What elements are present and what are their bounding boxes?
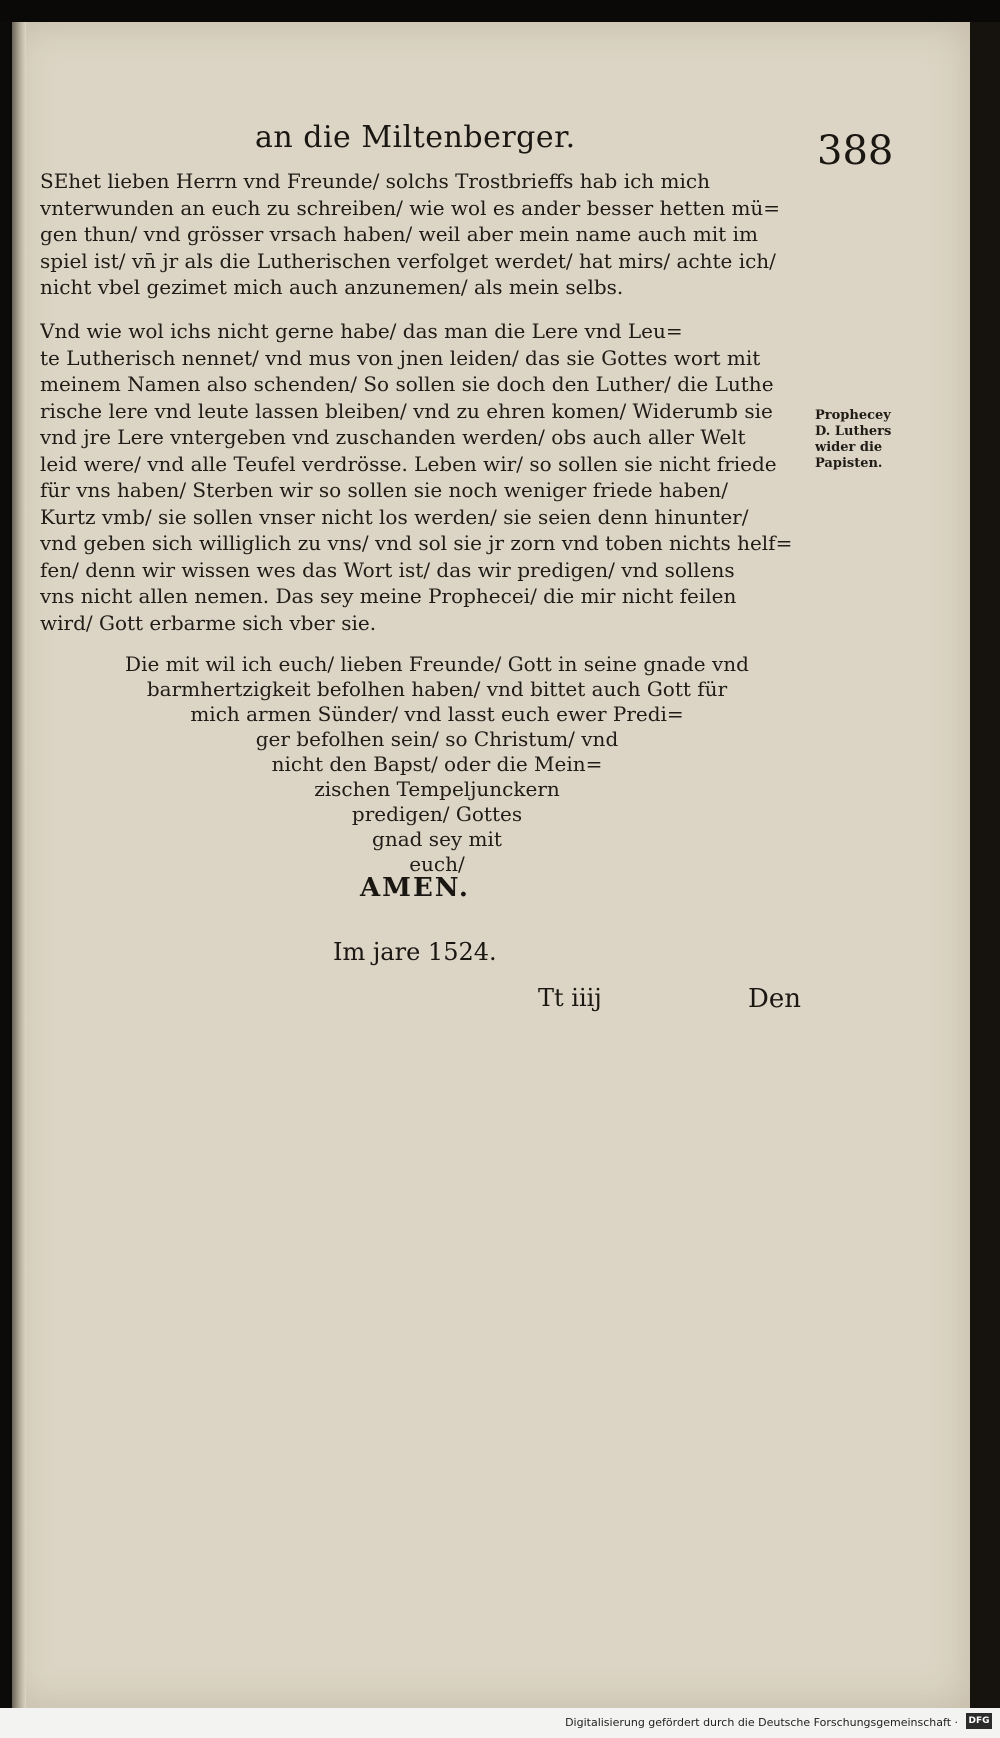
date-line: Im jare 1524. bbox=[333, 938, 497, 966]
footer-credit: Digitalisierung gefördert durch die Deutsche Forschungsgemeinschaft · bbox=[565, 1716, 958, 1729]
closing-lines-line: nicht den Bapst/ oder die Mein= bbox=[271, 752, 603, 776]
paragraph-2-line: vnd jre Lere vntergeben vnd zuschanden werden/ obs auch aller Welt bbox=[40, 425, 746, 449]
closing-lines-line: barmhertzigkeit befolhen haben/ vnd bittet auch Gott für bbox=[146, 677, 728, 701]
margin-note-line: Papisten. bbox=[815, 456, 883, 471]
paragraph-2-line: für vns haben/ Sterben wir so sollen sie noch weniger friede haben/ bbox=[40, 478, 728, 502]
catchword: Den bbox=[748, 984, 801, 1014]
closing-block bbox=[0, 652, 960, 877]
closing-lines-line: ger befolhen sein/ so Christum/ vnd bbox=[255, 727, 619, 751]
margin-note-line: Prophecey bbox=[815, 408, 891, 423]
page-number: 388 bbox=[817, 128, 894, 174]
running-head: an die Miltenberger. bbox=[255, 120, 576, 155]
paragraph-1-line: SEhet lieben Herrn vnd Freunde/ solchs Trostbrieffs hab ich mich bbox=[40, 169, 710, 193]
paragraph-2-line: vns nicht allen nemen. Das sey meine Prophecei/ die mir nicht feilen bbox=[40, 584, 737, 608]
closing-lines-line: gnad sey mit bbox=[372, 827, 502, 851]
paragraph-2-line: vnd geben sich williglich zu vns/ vnd sol sie jr zorn vnd toben nichts helf= bbox=[40, 531, 793, 555]
paragraph-2 bbox=[40, 318, 810, 636]
paragraph-1-line: gen thun/ vnd grösser vrsach haben/ weil aber mein name auch mit im bbox=[40, 222, 758, 246]
closing-lines-line: Die mit wil ich euch/ lieben Freunde/ Gott in seine gnade vnd bbox=[125, 652, 749, 676]
paragraph-2-line: rische lere vnd leute lassen bleiben/ vnd zu ehren komen/ Widerumb sie bbox=[40, 398, 773, 423]
closing-lines-line: predigen/ Gottes bbox=[351, 802, 523, 826]
paragraph-2-line: fen/ denn wir wissen wes das Wort ist/ das wir predigen/ vnd sollens bbox=[40, 557, 735, 582]
closing-lines-line: mich armen Sünder/ vnd lasst euch ewer Predi= bbox=[190, 702, 684, 726]
paragraph-2-line: meinem Namen also schenden/ So sollen sie doch den Luther/ die Luthe bbox=[40, 372, 774, 396]
paragraph-2-line: te Lutherisch nennet/ vnd mus von jnen leiden/ das sie Gottes wort mit bbox=[40, 345, 761, 370]
margin-note-line: wider die bbox=[815, 440, 883, 455]
paragraph-1-line: nicht vbel gezimet mich auch anzunemen/ als mein selbs. bbox=[40, 275, 624, 299]
signature-mark: Tt iiij bbox=[538, 984, 602, 1012]
right-border bbox=[970, 22, 1000, 1712]
closing-lines-line: zischen Tempeljunckern bbox=[314, 777, 560, 801]
paragraph-2-line: wird/ Gott erbarme sich vber sie. bbox=[40, 610, 377, 635]
paragraph-2-line: leid were/ vnd alle Teufel verdrösse. Leben wir/ so sollen sie nicht friede bbox=[40, 451, 777, 476]
margin-note-line: D. Luthers bbox=[815, 424, 892, 439]
dfg-logo: DFG bbox=[966, 1713, 992, 1729]
paragraph-2-line: Kurtz vmb/ sie sollen vnser nicht los werden/ sie seien denn hinunter/ bbox=[40, 504, 749, 529]
paragraph-1-line: vnterwunden an euch zu schreiben/ wie wol es ander besser hetten mü= bbox=[40, 195, 781, 220]
paragraph-2-line: Vnd wie wol ichs nicht gerne habe/ das man die Lere vnd Leu= bbox=[40, 319, 683, 343]
closing-lines-line: euch/ bbox=[409, 852, 465, 876]
paragraph-1-line: spiel ist/ vn̄ jr als die Lutherischen verfolget werdet/ hat mirs/ achte ich/ bbox=[40, 248, 776, 273]
top-border bbox=[0, 0, 1000, 22]
margin-note bbox=[815, 408, 915, 472]
amen: AMEN. bbox=[360, 873, 470, 903]
paragraph-1 bbox=[40, 168, 810, 301]
